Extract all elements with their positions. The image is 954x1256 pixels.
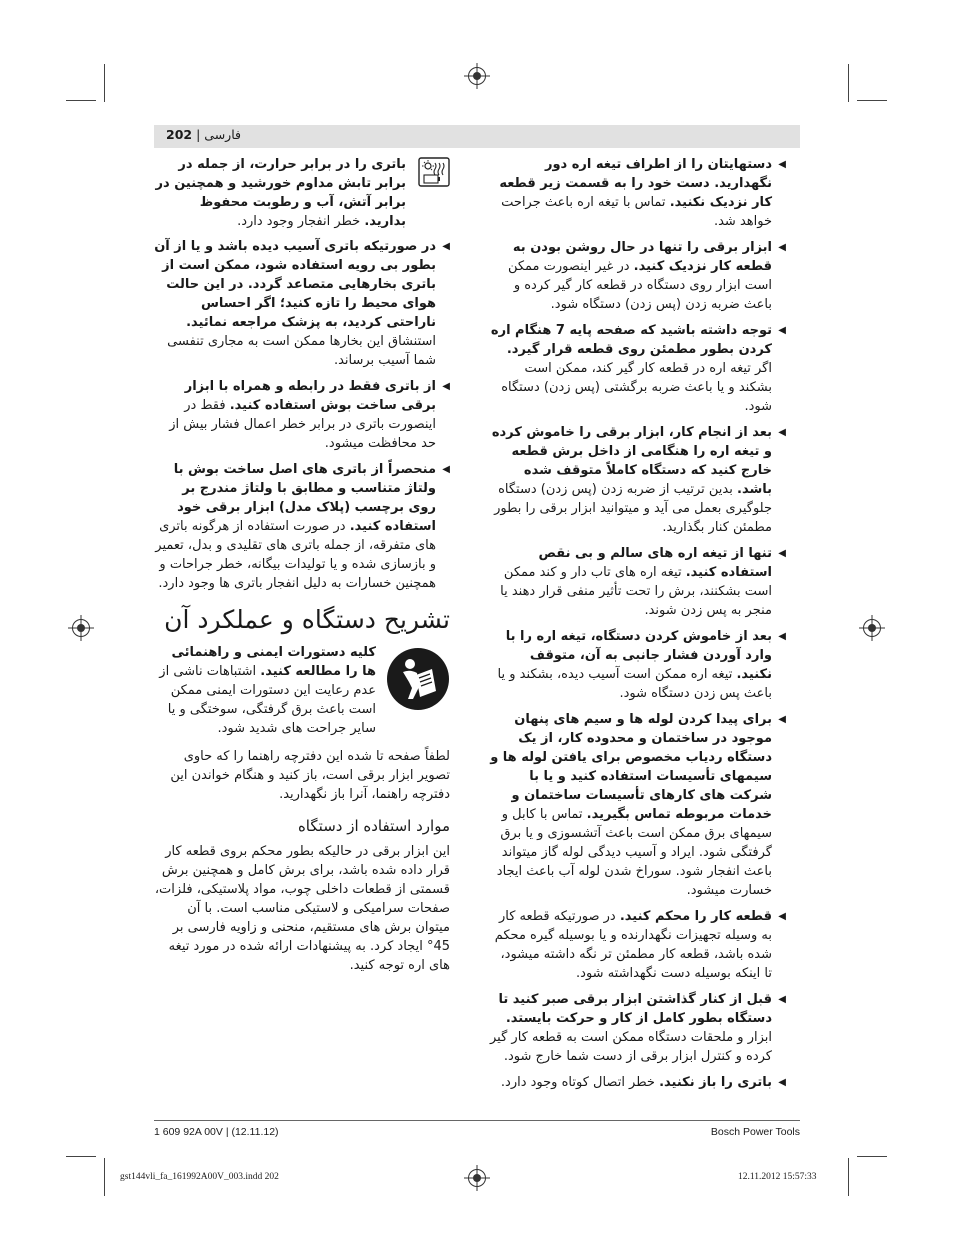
bullet-triangle-icon: ◀ <box>778 159 786 170</box>
bullet-triangle-icon: ◀ <box>778 631 786 642</box>
right-column <box>490 155 786 1099</box>
safety-item: ◀ قطعه کار را محکم کنید. در صورتیکه قطعه کار به وسیله تجهیزات نگهدارنده و یا بوسیله گیره محکم شده باشد، قطعه کار مطمئن تر نگه داشته میشود، تا اینکه بوسیله دست نگهداشته شود. <box>494 909 786 981</box>
battery-heat-warning: باتری را در برابر حرارت، از جمله در برابر تابش مداوم خورشید و همچنین در برابر آتش، آب و رطوبت محفوظ بدارید. خطر انفجار وجود دارد. <box>154 155 450 231</box>
safety-item: ◀ بعد از انجام کار، ابزار برقی را خاموش کرده و تیغه اره را هنگامی از داخل برش قطعه خارج کنید که دستگاه کاملاً متوقف شده باشد. بدین ترتیب از ضربه زدن (پس زدن) دستگاه جلوگیری بعمل می آید و میتوانید ابزار برقی را بطور مطمئن کنار بگذارید. <box>491 425 786 535</box>
bullet-triangle-icon: ◀ <box>778 548 786 559</box>
section-title: تشریح دستگاه و عملکرد آن <box>164 605 450 634</box>
safety-item: ◀ باتری را باز نکنید. خطر اتصال کوتاه وجود دارد. <box>500 1075 786 1090</box>
safety-item: ◀ توجه داشته باشید که صفحه پایه 7 هنگام اره کردن بطور مطمئن روی قطعه قرار گیرد. اگر تیغه اره در قطعه کار گیر کند، ممکن است بشکند و یا باعث ضربه برگشتی (پس زدن) دستگاه شود. <box>490 323 786 414</box>
safety-item: ◀ بعد از خاموش کردن دستگاه، تیغه اره را با وارد آوردن فشار جانبی به آن، متوقف نکنید. تیغه اره ممکن است آسیب دیده، بشکند و یا باعث پس زدن دستگاه شود. <box>497 629 786 701</box>
header-band <box>154 125 800 148</box>
header-separator: | <box>196 127 201 142</box>
subsection-title: موارد استفاده از دستگاه <box>297 817 450 835</box>
bullet-triangle-icon: ◀ <box>442 464 450 475</box>
safety-item: ◀ قبل از کنار گذاشتن ابزار برقی صبر کنید تا دستگاه بطور کامل از کار و حرکت بایستد. ابزار و ملحقات دستگاه ممکن است به قطعه کار گیر کرده و کنترل ابزار برقی از دست شما خارج شود. <box>490 992 786 1064</box>
bullet-triangle-icon: ◀ <box>778 1077 786 1088</box>
bullet-triangle-icon: ◀ <box>442 381 450 392</box>
registration-mark-bottom-icon <box>468 1169 486 1187</box>
bullet-triangle-icon: ◀ <box>778 994 786 1005</box>
read-manual-icon <box>386 647 450 711</box>
usage-text: این ابزار برقی در حالیکه بطور محکم بروی قطعه کار قرار داده شده باشد، برای برش کامل و همچنین برش قسمتی از قطعات داخلی چوب، مواد پلاستیکی، فلزات، صفحات سرامیکی و لاستیکی مناسب است. با آن میتوان برش های مستقیم، منحنی و زاویه فارسی بر 45° ایجاد کرد. به پیشنهادات ارائه شده در مورد تیغه های اره توجه کنید. <box>154 844 450 973</box>
registration-mark-right-icon <box>863 619 881 637</box>
safety-item: ◀ در صورتیکه باتری آسیب دیده باشد و یا از آن بطور بی رویه استفاده شود، ممکن است از باتری بخارهایی متصاعد گردد. در این حالت هوای محیط را تازه کنید؛ اگر احساس ناراحتی کردید، به پزشک مراجعه نمائید. استنشاق این بخارها ممکن است به مجاری تنفسی شما آسیب برساند. <box>154 239 450 368</box>
safety-item: ◀ ابزار برقی را تنها در حال روشن بودن به قطعه کار نزدیک کنید. در غیر اینصورت ممکن است ابزار روی دستگاه در قطعه کار گیر کرده و باعث ضربه زدن (پس زدن) دستگاه شود. <box>507 240 786 312</box>
slug-file: gst144vli_fa_161992A00V_003.indd 202 <box>120 1172 279 1182</box>
safety-item: ◀ دستهایتان را از اطراف تیغه اره دور نگهدارید. دست خود را به قسمت زیر قطعه کار نزدیک نکنید. تماس با تیغه اره باعث جراحت خواهد شد. <box>499 157 786 229</box>
page-header <box>166 127 241 142</box>
bullet-triangle-icon: ◀ <box>778 911 786 922</box>
bullet-triangle-icon: ◀ <box>778 714 786 725</box>
left-column <box>154 155 450 979</box>
registration-mark-top-icon <box>468 67 486 85</box>
manual-warning: کلیه دستورات ایمنی و راهنمائی ها را مطالعه کنید. اشتباهات ناشی از عدم رعایت این دستورات ایمنی ممکن است باعث برق گرفتگی، سوختگی و یا سایر جراحت های شدید شود. <box>154 643 450 747</box>
safety-item: ◀ از باتری فقط در رابطه و همراه با ابزار برقی ساخت بوش استفاده کنید. فقط در اینصورت باتری در برابر خطر اعمال فشار بیش از حد محافظت میشود. <box>169 379 450 451</box>
slug-date: 12.11.2012 15:57:33 <box>738 1172 817 1182</box>
footer-brand: Bosch Power Tools <box>710 1126 800 1138</box>
bullet-triangle-icon: ◀ <box>778 427 786 438</box>
bullet-triangle-icon: ◀ <box>778 242 786 253</box>
safety-item: ◀ تنها از تیغه اره های سالم و بی نقص استفاده کنید. تیغه اره های تاب دار و کند ممکن است بشکنند، برش را تحت تأثیر منفی قرار دهند یا منجر به پس زدن شوند. <box>500 546 786 618</box>
fold-note: لطفاً صفحه تا شده این دفترچه راهنما را که حاوی تصویر ابزار برقی است، باز کنید و هنگام خواندن این دفترچه راهنما، آنرا باز نگهدارید. <box>170 749 450 802</box>
header-language: فارسی <box>204 127 241 142</box>
heat-sun-battery-icon <box>418 157 450 187</box>
registration-mark-left-icon <box>72 619 90 637</box>
safety-item: ◀ برای پیدا کردن لوله ها و سیم های پنهان موجود در ساختمان و محدوده کار، از یک دستگاه ردیاب مخصوص برای یافتن لوله ها و سیمهای تأسیسات استفاده کنید و یا با شرکت های کارهای تأسیسات ساختمان و خدمات مربوطه تماس بگیرید. تماس با کابل و سیمهای برق ممکن است باعث آتشسوزی و یا برق گرفتگی شود. ایراد و آسیب دیدگی لوله گاز میتواند باعث انفجار شود. سوراخ شدن لوله آب باعث ایجاد خسارت میشود. <box>490 712 786 898</box>
bullet-triangle-icon: ◀ <box>778 325 786 336</box>
page-number: 202 <box>166 127 193 142</box>
footer-rule <box>154 1120 800 1121</box>
safety-item: ◀ منحصراً از باتری های اصل ساخت بوش با ولتاژ متناسب و مطابق با ولتاژ مندرج بر روی برچسب (پلاک مدل) ابزار برقی خود استفاده کنید. در صورت استفاده از هرگونه باتری های متفرقه، از جمله باتری های تقلیدی و بدل، تعمیر و بازسازی شده و یا تولیدات بیگانه، خطر جراحات و همچنین خسارات به دلیل انفجار باتری ها وجود دارد. <box>155 462 450 591</box>
doc-code: 1 609 92A 00V | (12.11.12) <box>154 1126 279 1138</box>
bullet-triangle-icon: ◀ <box>442 241 450 252</box>
